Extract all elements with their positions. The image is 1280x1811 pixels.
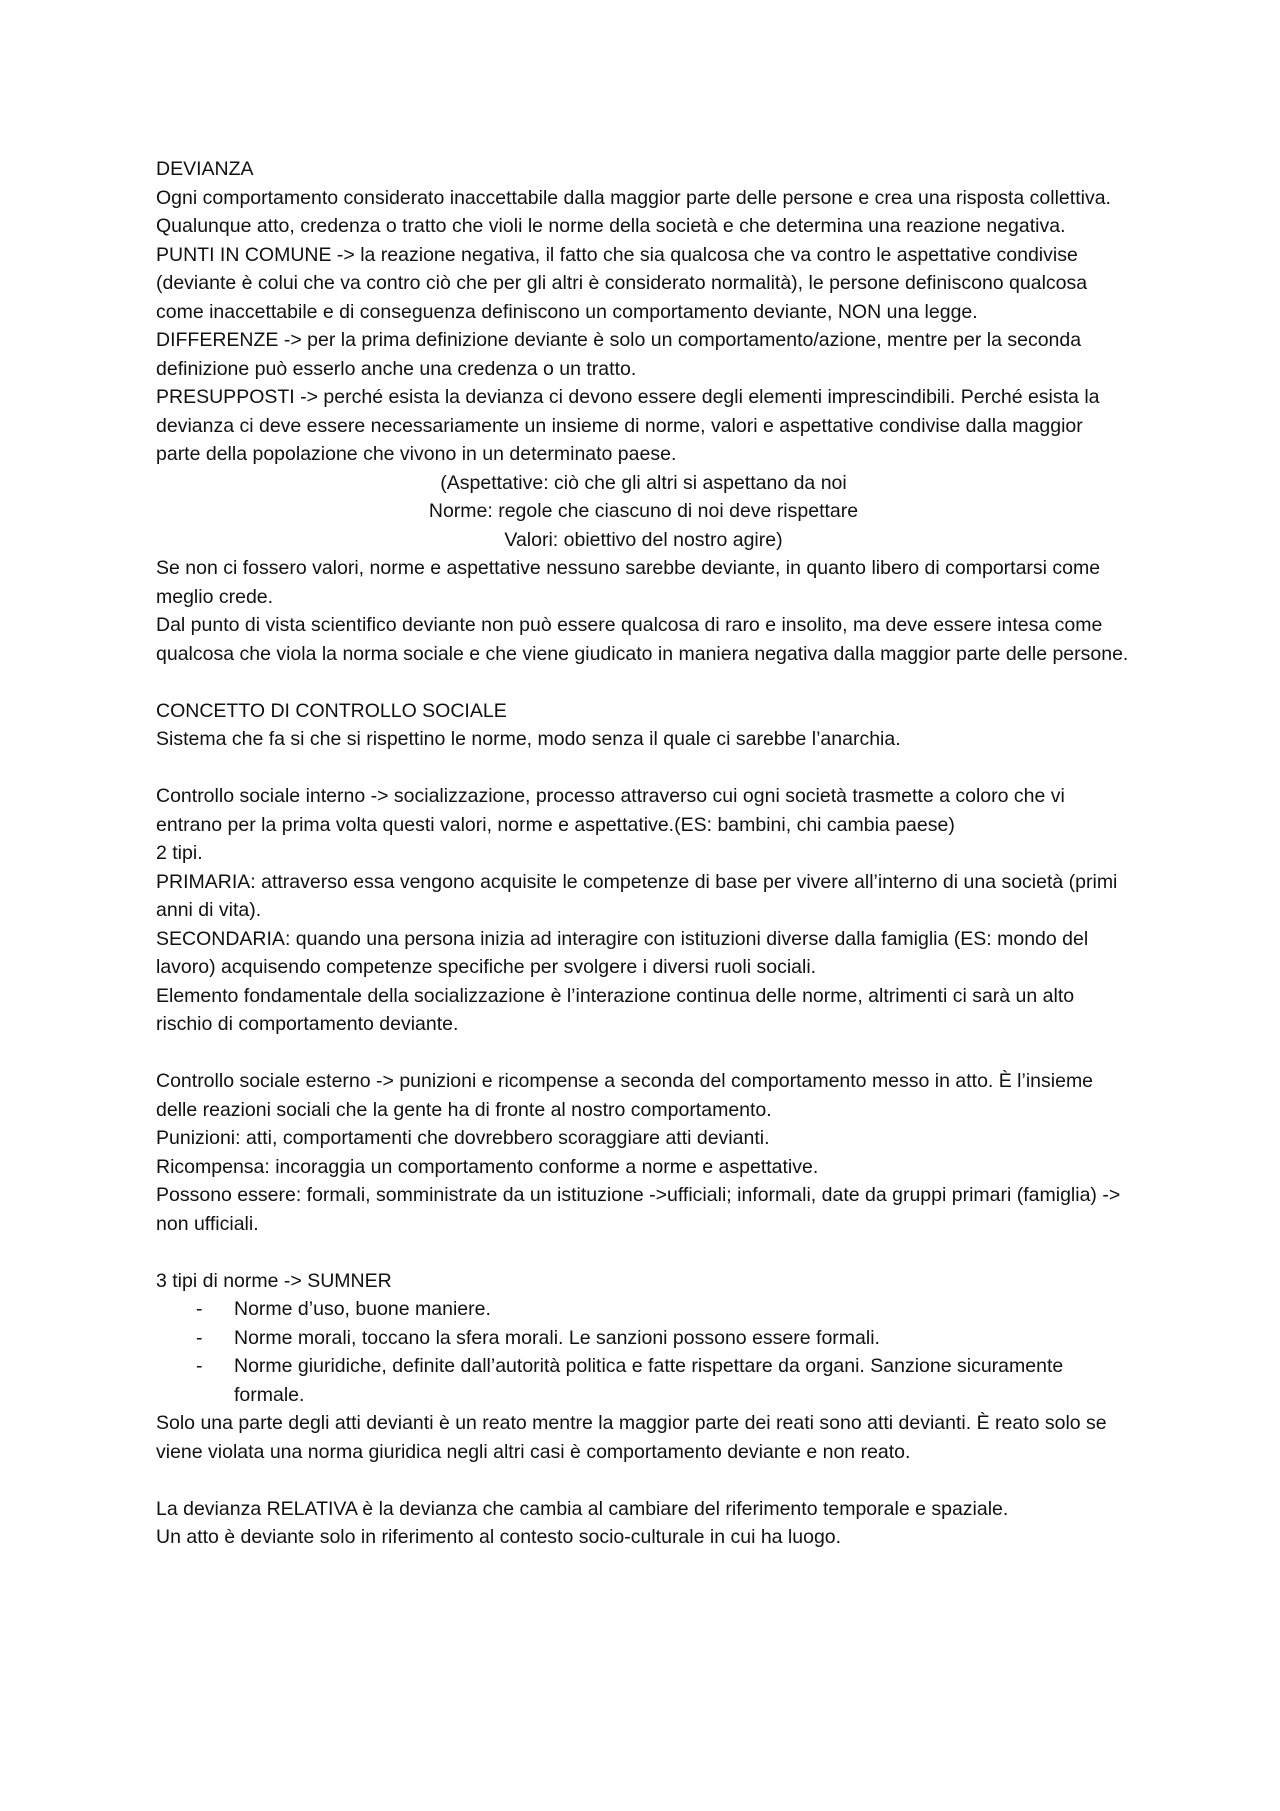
list-item-text: Norme morali, toccano la sfera morali. Le sanzioni possono essere formali. bbox=[234, 1326, 880, 1349]
definition-2: Qualunque atto, credenza o tratto che violi le norme della società e che determina una reazione negativa. bbox=[156, 215, 1066, 237]
section-title-devianza: DEVIANZA bbox=[156, 158, 254, 180]
document-page bbox=[156, 155, 1131, 1552]
list-item bbox=[156, 1295, 1131, 1324]
ricompensa: Ricompensa: incoraggia un comportamento conforme a norme e aspettative. bbox=[156, 1155, 819, 1178]
centered-valori: Valori: obiettivo del nostro agire) bbox=[504, 528, 783, 551]
list-item bbox=[156, 1324, 1131, 1353]
spacer bbox=[156, 668, 1131, 697]
devianza-relativa: La devianza RELATIVA è la devianza che cambia al cambiare del riferimento temporale e spaziale. bbox=[156, 1497, 1009, 1520]
dash-bullet: - bbox=[196, 1326, 203, 1349]
elemento-fondamentale: Elemento fondamentale della socializzazione è l’interazione continua delle norme, altrimenti ci sarà un alto rischio di comportamento deviante. bbox=[156, 984, 1075, 1035]
definition-1: Ogni comportamento considerato inaccettabile dalla maggior parte delle persone e crea una risposta collettiva. bbox=[156, 186, 1111, 209]
list-item-text: Norme d’uso, buone maniere. bbox=[234, 1298, 491, 1320]
centered-aspettative: (Aspettative: ciò che gli altri si aspettano da noi bbox=[440, 471, 847, 494]
punti-in-comune: PUNTI IN COMUNE -> la reazione negativa, il fatto che sia qualcosa che va contro le aspettative condivise (deviante è colui che va contro ciò che per gli altri è considerato normalità), le persone definiscono qualcosa come inaccettabile e di conseguenza definiscono un comportamento deviante, NON una legge. bbox=[156, 243, 1088, 323]
due-tipi: 2 tipi. bbox=[156, 842, 203, 864]
list-item bbox=[156, 1352, 1131, 1409]
reato-paragraph: Solo una parte degli atti devianti è un reato mentre la maggior parte dei reati sono atti devianti. È reato solo se viene violata una norma giuridica negli altri casi è comportamento deviante e non reato. bbox=[156, 1412, 1107, 1463]
section-title-controllo-sociale: CONCETTO DI CONTROLLO SOCIALE bbox=[156, 699, 507, 722]
dash-bullet: - bbox=[196, 1298, 203, 1320]
section-title-sumner: 3 tipi di norme -> SUMNER bbox=[156, 1269, 392, 1292]
dash-bullet: - bbox=[196, 1355, 203, 1377]
spacer bbox=[156, 1466, 1131, 1495]
spacer bbox=[156, 1238, 1131, 1267]
list-item-text: Norme giuridiche, definite dall’autorità politica e fatte rispettare da organi. Sanzione sicuramente formale. bbox=[234, 1355, 1064, 1406]
controllo-esterno: Controllo sociale esterno -> punizioni e ricompense a seconda del comportamento messo in atto. È l’insieme delle reazioni sociali che la gente ha di fronte al nostro comportamento. bbox=[156, 1070, 1094, 1121]
controllo-sociale-definition: Sistema che fa si che si rispettino le norme, modo senza il quale ci sarebbe l’anarchia. bbox=[156, 728, 901, 750]
spacer bbox=[156, 1039, 1131, 1068]
punizioni: Punizioni: atti, comportamenti che dovrebbero scoraggiare atti devianti. bbox=[156, 1127, 770, 1149]
primaria: PRIMARIA: attraverso essa vengono acquisite le competenze di base per vivere all’interno di una società (primi anni di vita). bbox=[156, 870, 1118, 921]
secondaria: SECONDARIA: quando una persona inizia ad interagire con istituzioni diverse dalla famiglia (ES: mondo del lavoro) acquisendo competenze specifiche per svolgere i diversi ruoli sociali. bbox=[156, 927, 1089, 978]
possono-essere: Possono essere: formali, somministrate da un istituzione ->ufficiali; informali, date da gruppi primari (famiglia) -> non ufficiali. bbox=[156, 1184, 1121, 1235]
paragraph-valori: Se non ci fossero valori, norme e aspettative nessuno sarebbe deviante, in quanto libero di comportarsi come meglio crede. bbox=[156, 557, 1101, 608]
presupposti: PRESUPPOSTI -> perché esista la devianza ci devono essere degli elementi imprescindibili. Perché esista la devianza ci deve essere necessariamente un insieme di norme, valori e aspettative condivise dalla maggior parte della popolazione che vivono in un determinato paese. bbox=[156, 386, 1100, 465]
norme-list bbox=[156, 1295, 1131, 1409]
differenze: DIFFERENZE -> per la prima definizione deviante è solo un comportamento/azione, mentre per la seconda definizione può esserlo anche una credenza o un tratto. bbox=[156, 329, 1082, 380]
atto-deviante: Un atto è deviante solo in riferimento al contesto socio-culturale in cui ha luogo. bbox=[156, 1526, 842, 1548]
centered-norme: Norme: regole che ciascuno di noi deve rispettare bbox=[428, 500, 859, 522]
controllo-interno: Controllo sociale interno -> socializzazione, processo attraverso cui ogni società trasmette a coloro che vi entrano per la prima volta questi valori, norme e aspettative.(ES: bambini, chi cambia paese) bbox=[156, 785, 1065, 836]
paragraph-scientifico: Dal punto di vista scientifico deviante non può essere qualcosa di raro e insolito, ma deve essere intesa come qualcosa che viola la norma sociale e che viene giudicato in maniera negativa dalla maggior parte delle persone. bbox=[156, 614, 1129, 665]
spacer bbox=[156, 754, 1131, 783]
